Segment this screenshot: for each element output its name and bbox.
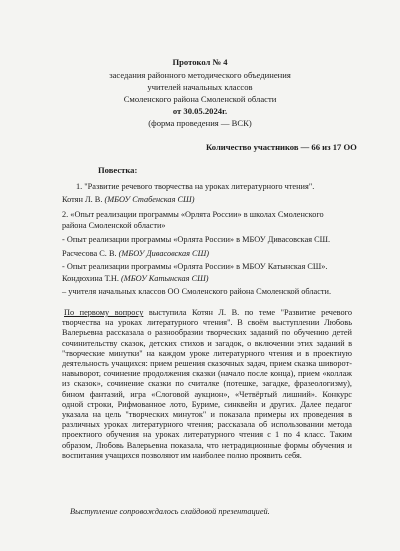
- first-question-lead: По первому вопросу: [64, 308, 144, 317]
- header-line-3: Смоленского района Смоленской области: [123, 94, 277, 104]
- agenda-item-1-speaker: [62, 195, 194, 205]
- header-line-2: учителей начальных классов: [147, 82, 253, 92]
- agenda-item-2-sub-2-author: Кондюхина Т.Н.: [62, 274, 119, 283]
- agenda-item-2-cont: района Смоленской области»: [62, 221, 166, 230]
- agenda-item-2-sub-1: - Опыт реализации программы «Орлята России» в МБОУ Дивасовская СШ.: [62, 235, 331, 244]
- presentation-note: Выступление сопровождалось слайдовой презентацией.: [70, 507, 270, 516]
- first-question-text: выступила Котян Л. В. по теме "Развитие речевого творчества на уроках литературного чтения". В своём выступлении Любовь Валерьевна рассказала о разнообразии творческих заданий по обучению детей сочинительству сказок, детских стихов и загадок, о включении этих заданий в "творческие минутки" на каждом уроке литературного чтения и в проектную деятельность учащихся: прием решения сказочных задач, прием сказка шиворот-навыворот, сочинение продолжения сказки (начало после конца), прием «коллаж из сказок», сочинение сказки по считалке (потешке, загадке, фразеологизму), бином фантазий, игра «Слоговой аукцион», «Четвёртый лишний». Конкурс одной строки, Рифмованное лото, Буриме, синквейн и других. Далее педагог указала на цель "творческих минуток" и показала примеры их проведения в различных уроках литературного чтения; рассказала об использовании метода проектного обучения на уроках литературного чтения с 1 по 4 класс. Таким образом, Любовь Валерьевна показала, что нетрадиционные формы обучения и воспитания учащихся позволяют им наиболее полно проявить себя.: [62, 308, 353, 460]
- agenda-item-2: 2. «Опыт реализации программы «Орлята России» в школах Смоленского: [62, 210, 324, 219]
- first-question-paragraph: [62, 308, 352, 461]
- participants-count: Количество участников — 66 из 17 ОО: [206, 142, 357, 152]
- meeting-form: (форма проведения — ВСК): [148, 118, 252, 128]
- agenda-item-2-sub-1-school: (МБОУ Дивасовская СШ): [118, 249, 209, 258]
- agenda-item-2-sub-3: – учителя начальных классов ОО Смоленского района Смоленской области.: [62, 287, 332, 296]
- agenda-item-2-sub-2: - Опыт реализации программы «Орлята России» в МБОУ Катынская СШ».: [62, 262, 328, 271]
- agenda-item-2-sub-2-school: (МБОУ Катынская СШ): [121, 274, 209, 283]
- agenda-item-1-school: (МБОУ Стабенская СШ): [104, 195, 195, 204]
- agenda-item-1: 1. "Развитие речевого творчества на уроках литературного чтения".: [76, 182, 315, 191]
- protocol-title: Протокол № 4: [172, 57, 228, 67]
- protocol-date: от 30.05.2024г.: [172, 106, 228, 116]
- agenda-item-2-sub-1-speaker: [62, 249, 209, 259]
- header-line-1: заседания районного методического объединения: [109, 70, 291, 80]
- agenda-heading: Повестка:: [98, 165, 138, 175]
- agenda-item-1-author: Котян Л. В.: [62, 195, 103, 204]
- agenda-item-2-sub-1-author: Расчесова С. В.: [62, 249, 117, 258]
- agenda-item-2-sub-2-speaker: [62, 274, 209, 284]
